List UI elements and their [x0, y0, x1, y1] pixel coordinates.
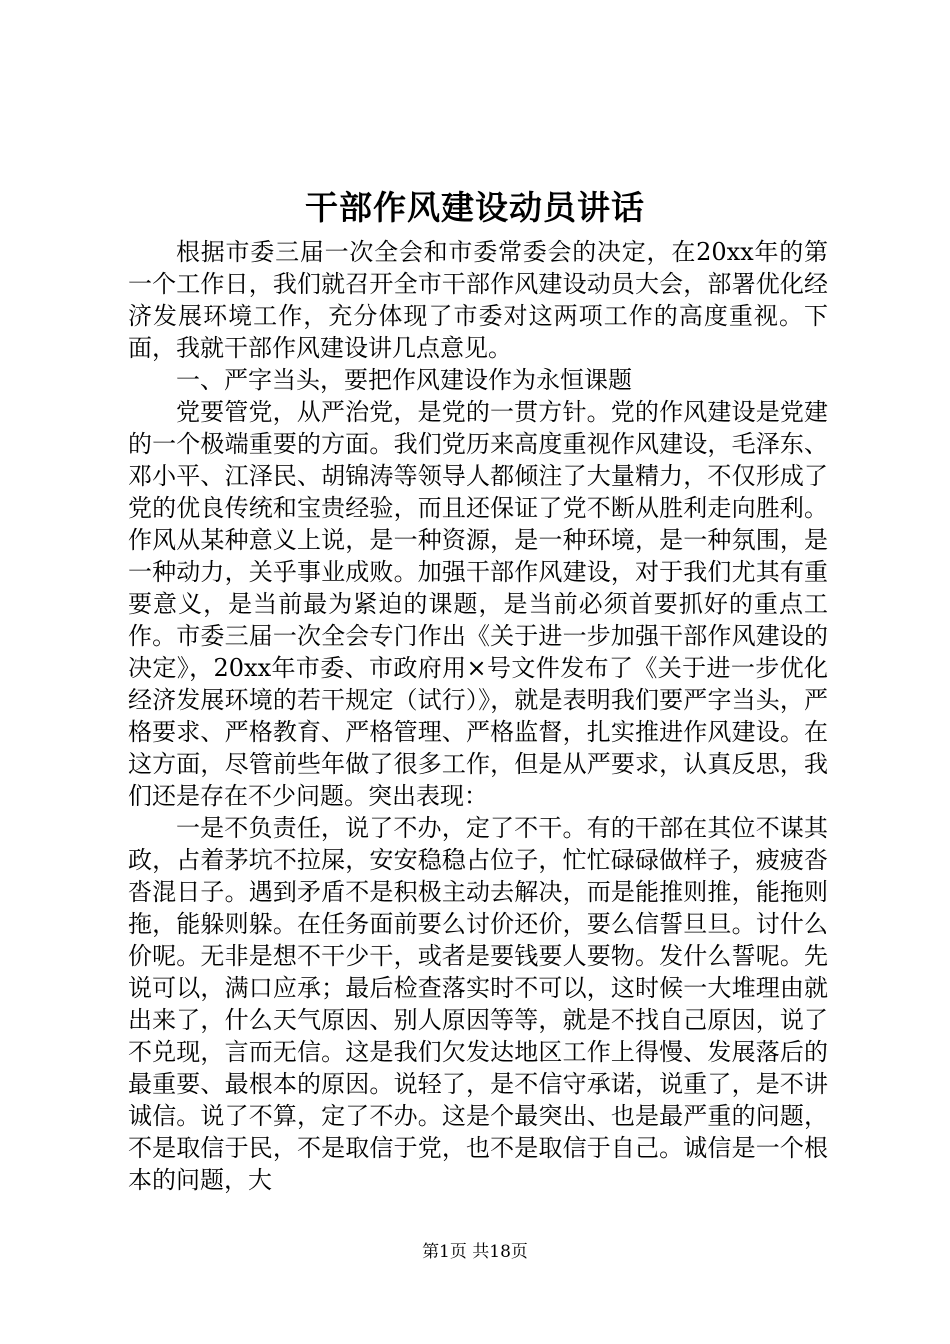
section-heading-1: 一、严字当头，要把作风建设作为永恒课题 [176, 366, 632, 394]
paragraph-party-style: 党要管党，从严治党，是党的一贯方针。党的作风建设是党建的一个极端重要的方面。我们党历来高度重视作风建设，毛泽东、邓小平、江泽民、胡锦涛等领导人都倾注了大量精力，不仅形成了党的优良传统和宝贵经验，而且还保证了党不断从胜利走向胜利。作风从某种意义上说，是一种资源，是一种环境，是一种氛围，是一种动力，关乎事业成败。加强干部作风建设，对于我们尤其有重要意义，是当前最为紧迫的课题，是当前必须首要抓好的重点工作。市委三届一次全会专门作出《关于进一步加强干部作风建设的决定》，20xx年市委、市政府用×号文件发布了《关于进一步优化经济发展环境的若干规定（试行）》，就是表明我们要严字当头，严格要求、严格教育、严格管理、严格监督，扎实推进作风建设。在这方面，尽管前些年做了很多工作，但是从严要求，认真反思，我们还是存在不少问题。突出表现： [128, 398, 828, 810]
document-body [128, 236, 828, 1196]
paragraph-intro: 根据市委三届一次全会和市委常委会的决定，在20xx年的第一个工作日，我们就召开全市干部作风建设动员大会，部署优化经济发展环境工作，充分体现了市委对这两项工作的高度重视。下面，我就干部作风建设讲几点意见。 [128, 238, 828, 362]
page-number-footer: 第1页 共18页 [422, 1242, 528, 1262]
paragraph-problem-1: 一是不负责任，说了不办，定了不干。有的干部在其位不谋其政，占着茅坑不拉屎，安安稳稳占位子，忙忙碌碌做样子，疲疲沓沓混日子。遇到矛盾不是积极主动去解决，而是能推则推，能拖则拖，能躲则躲。在任务面前要么讨价还价，要么信誓旦旦。讨什么价呢。无非是想不干少干，或者是要钱要人要物。发什么誓呢。先说可以，满口应承；最后检查落实时不可以，这时候一大堆理由就出来了，什么天气原因、别人原因等等，就是不找自己原因，说了不兑现，言而无信。这是我们欠发达地区工作上得慢、发展落后的最重要、最根本的原因。说轻了，是不信守承诺，说重了，是不讲诚信。说了不算，定了不办。这是个最突出、也是最严重的问题，不是取信于民，不是取信于党，也不是取信于自己。诚信是一个根本的问题，大 [128, 814, 828, 1194]
document-title: 干部作风建设动员讲话 [305, 188, 645, 227]
